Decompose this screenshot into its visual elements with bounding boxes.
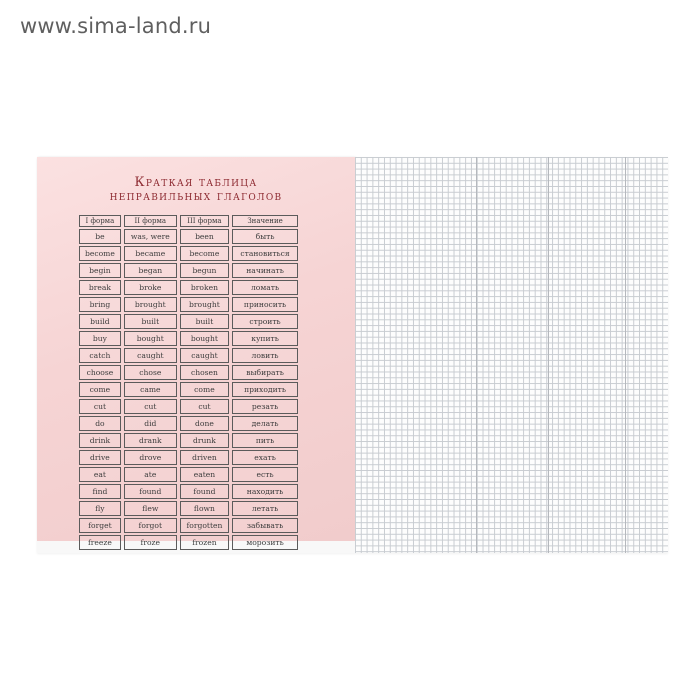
table-cell: found: [180, 484, 229, 499]
table-row: [79, 382, 298, 397]
table-cell: came: [124, 382, 177, 397]
header-meaning: Значение: [232, 215, 298, 227]
table-cell: drove: [124, 450, 177, 465]
table-cell: built: [180, 314, 229, 329]
table-cell: cut: [79, 399, 121, 414]
table-row: [79, 365, 298, 380]
grid-page: [355, 157, 668, 553]
table-cell: ломать: [232, 280, 298, 295]
table-cell: come: [180, 382, 229, 397]
table-cell: forget: [79, 518, 121, 533]
table-cell: freeze: [79, 535, 121, 550]
table-cell: find: [79, 484, 121, 499]
table-cell: летать: [232, 501, 298, 516]
table-row: [79, 348, 298, 363]
table-cell: ate: [124, 467, 177, 482]
table-cell: buy: [79, 331, 121, 346]
table-cell: быть: [232, 229, 298, 244]
table-cell: been: [180, 229, 229, 244]
table-row: [79, 314, 298, 329]
table-row: [79, 416, 298, 431]
grid-vertical-line: [476, 157, 477, 553]
table-cell: drink: [79, 433, 121, 448]
table-row: [79, 297, 298, 312]
table-cell: froze: [124, 535, 177, 550]
table-cell: found: [124, 484, 177, 499]
table-cell: приходить: [232, 382, 298, 397]
irregular-verbs-table: [76, 213, 301, 552]
table-cell: морозить: [232, 535, 298, 550]
header-form-3: III форма: [180, 215, 229, 227]
table-row: [79, 280, 298, 295]
table-row: [79, 246, 298, 261]
table-cell: caught: [180, 348, 229, 363]
grid-margin-line: [625, 157, 626, 553]
table-cell: eat: [79, 467, 121, 482]
table-cell: broke: [124, 280, 177, 295]
grid-vertical-line: [548, 157, 549, 553]
table-cell: chosen: [180, 365, 229, 380]
table-cell: bought: [180, 331, 229, 346]
table-cell: резать: [232, 399, 298, 414]
table-cell: bought: [124, 331, 177, 346]
table-cell: begun: [180, 263, 229, 278]
header-form-2: II форма: [124, 215, 177, 227]
table-row: [79, 501, 298, 516]
table-row: [79, 467, 298, 482]
table-row: [79, 331, 298, 346]
table-cell: начинать: [232, 263, 298, 278]
table-cell: was, were: [124, 229, 177, 244]
table-cell: bring: [79, 297, 121, 312]
table-cell: drive: [79, 450, 121, 465]
table-cell: flew: [124, 501, 177, 516]
table-row: [79, 450, 298, 465]
table-row: [79, 229, 298, 244]
table-cell: driven: [180, 450, 229, 465]
table-cell: пить: [232, 433, 298, 448]
table-cell: строить: [232, 314, 298, 329]
table-cell: делать: [232, 416, 298, 431]
table-cell: brought: [124, 297, 177, 312]
table-cell: built: [124, 314, 177, 329]
table-cell: broken: [180, 280, 229, 295]
table-body: [79, 229, 298, 550]
table-row: [79, 518, 298, 533]
table-row: [79, 399, 298, 414]
table-cell: do: [79, 416, 121, 431]
table-cell: begin: [79, 263, 121, 278]
table-cell: выбирать: [232, 365, 298, 380]
watermark: www.sima-land.ru: [20, 14, 212, 38]
table-cell: build: [79, 314, 121, 329]
table-cell: ловить: [232, 348, 298, 363]
table-cell: choose: [79, 365, 121, 380]
table-cell: forgotten: [180, 518, 229, 533]
table-cell: есть: [232, 467, 298, 482]
table-cell: flown: [180, 501, 229, 516]
table-row: [79, 263, 298, 278]
table-cell: began: [124, 263, 177, 278]
table-cell: break: [79, 280, 121, 295]
table-header-row: [79, 215, 298, 227]
table-cell: done: [180, 416, 229, 431]
table-cell: drunk: [180, 433, 229, 448]
title-line-2: неправильных глаголов: [109, 189, 283, 204]
table-cell: забывать: [232, 518, 298, 533]
table-cell: ехать: [232, 450, 298, 465]
table-cell: cut: [180, 399, 229, 414]
table-cell: приносить: [232, 297, 298, 312]
table-cell: caught: [124, 348, 177, 363]
table-cell: become: [180, 246, 229, 261]
table-cell: become: [79, 246, 121, 261]
table-cell: fly: [79, 501, 121, 516]
table-row: [79, 535, 298, 550]
table-cell: находить: [232, 484, 298, 499]
table-cell: становиться: [232, 246, 298, 261]
table-cell: did: [124, 416, 177, 431]
table-cell: forgot: [124, 518, 177, 533]
table-cell: drank: [124, 433, 177, 448]
title-line-1: Краткая таблица: [134, 175, 258, 190]
page-title: [37, 176, 355, 204]
table-cell: cut: [124, 399, 177, 414]
table-row: [79, 433, 298, 448]
table-cell: became: [124, 246, 177, 261]
table-cell: chose: [124, 365, 177, 380]
table-cell: купить: [232, 331, 298, 346]
table-cell: eaten: [180, 467, 229, 482]
table-cell: frozen: [180, 535, 229, 550]
table-cell: brought: [180, 297, 229, 312]
table-cell: be: [79, 229, 121, 244]
table-cell: come: [79, 382, 121, 397]
header-form-1: I форма: [79, 215, 121, 227]
table-cell: catch: [79, 348, 121, 363]
table-row: [79, 484, 298, 499]
